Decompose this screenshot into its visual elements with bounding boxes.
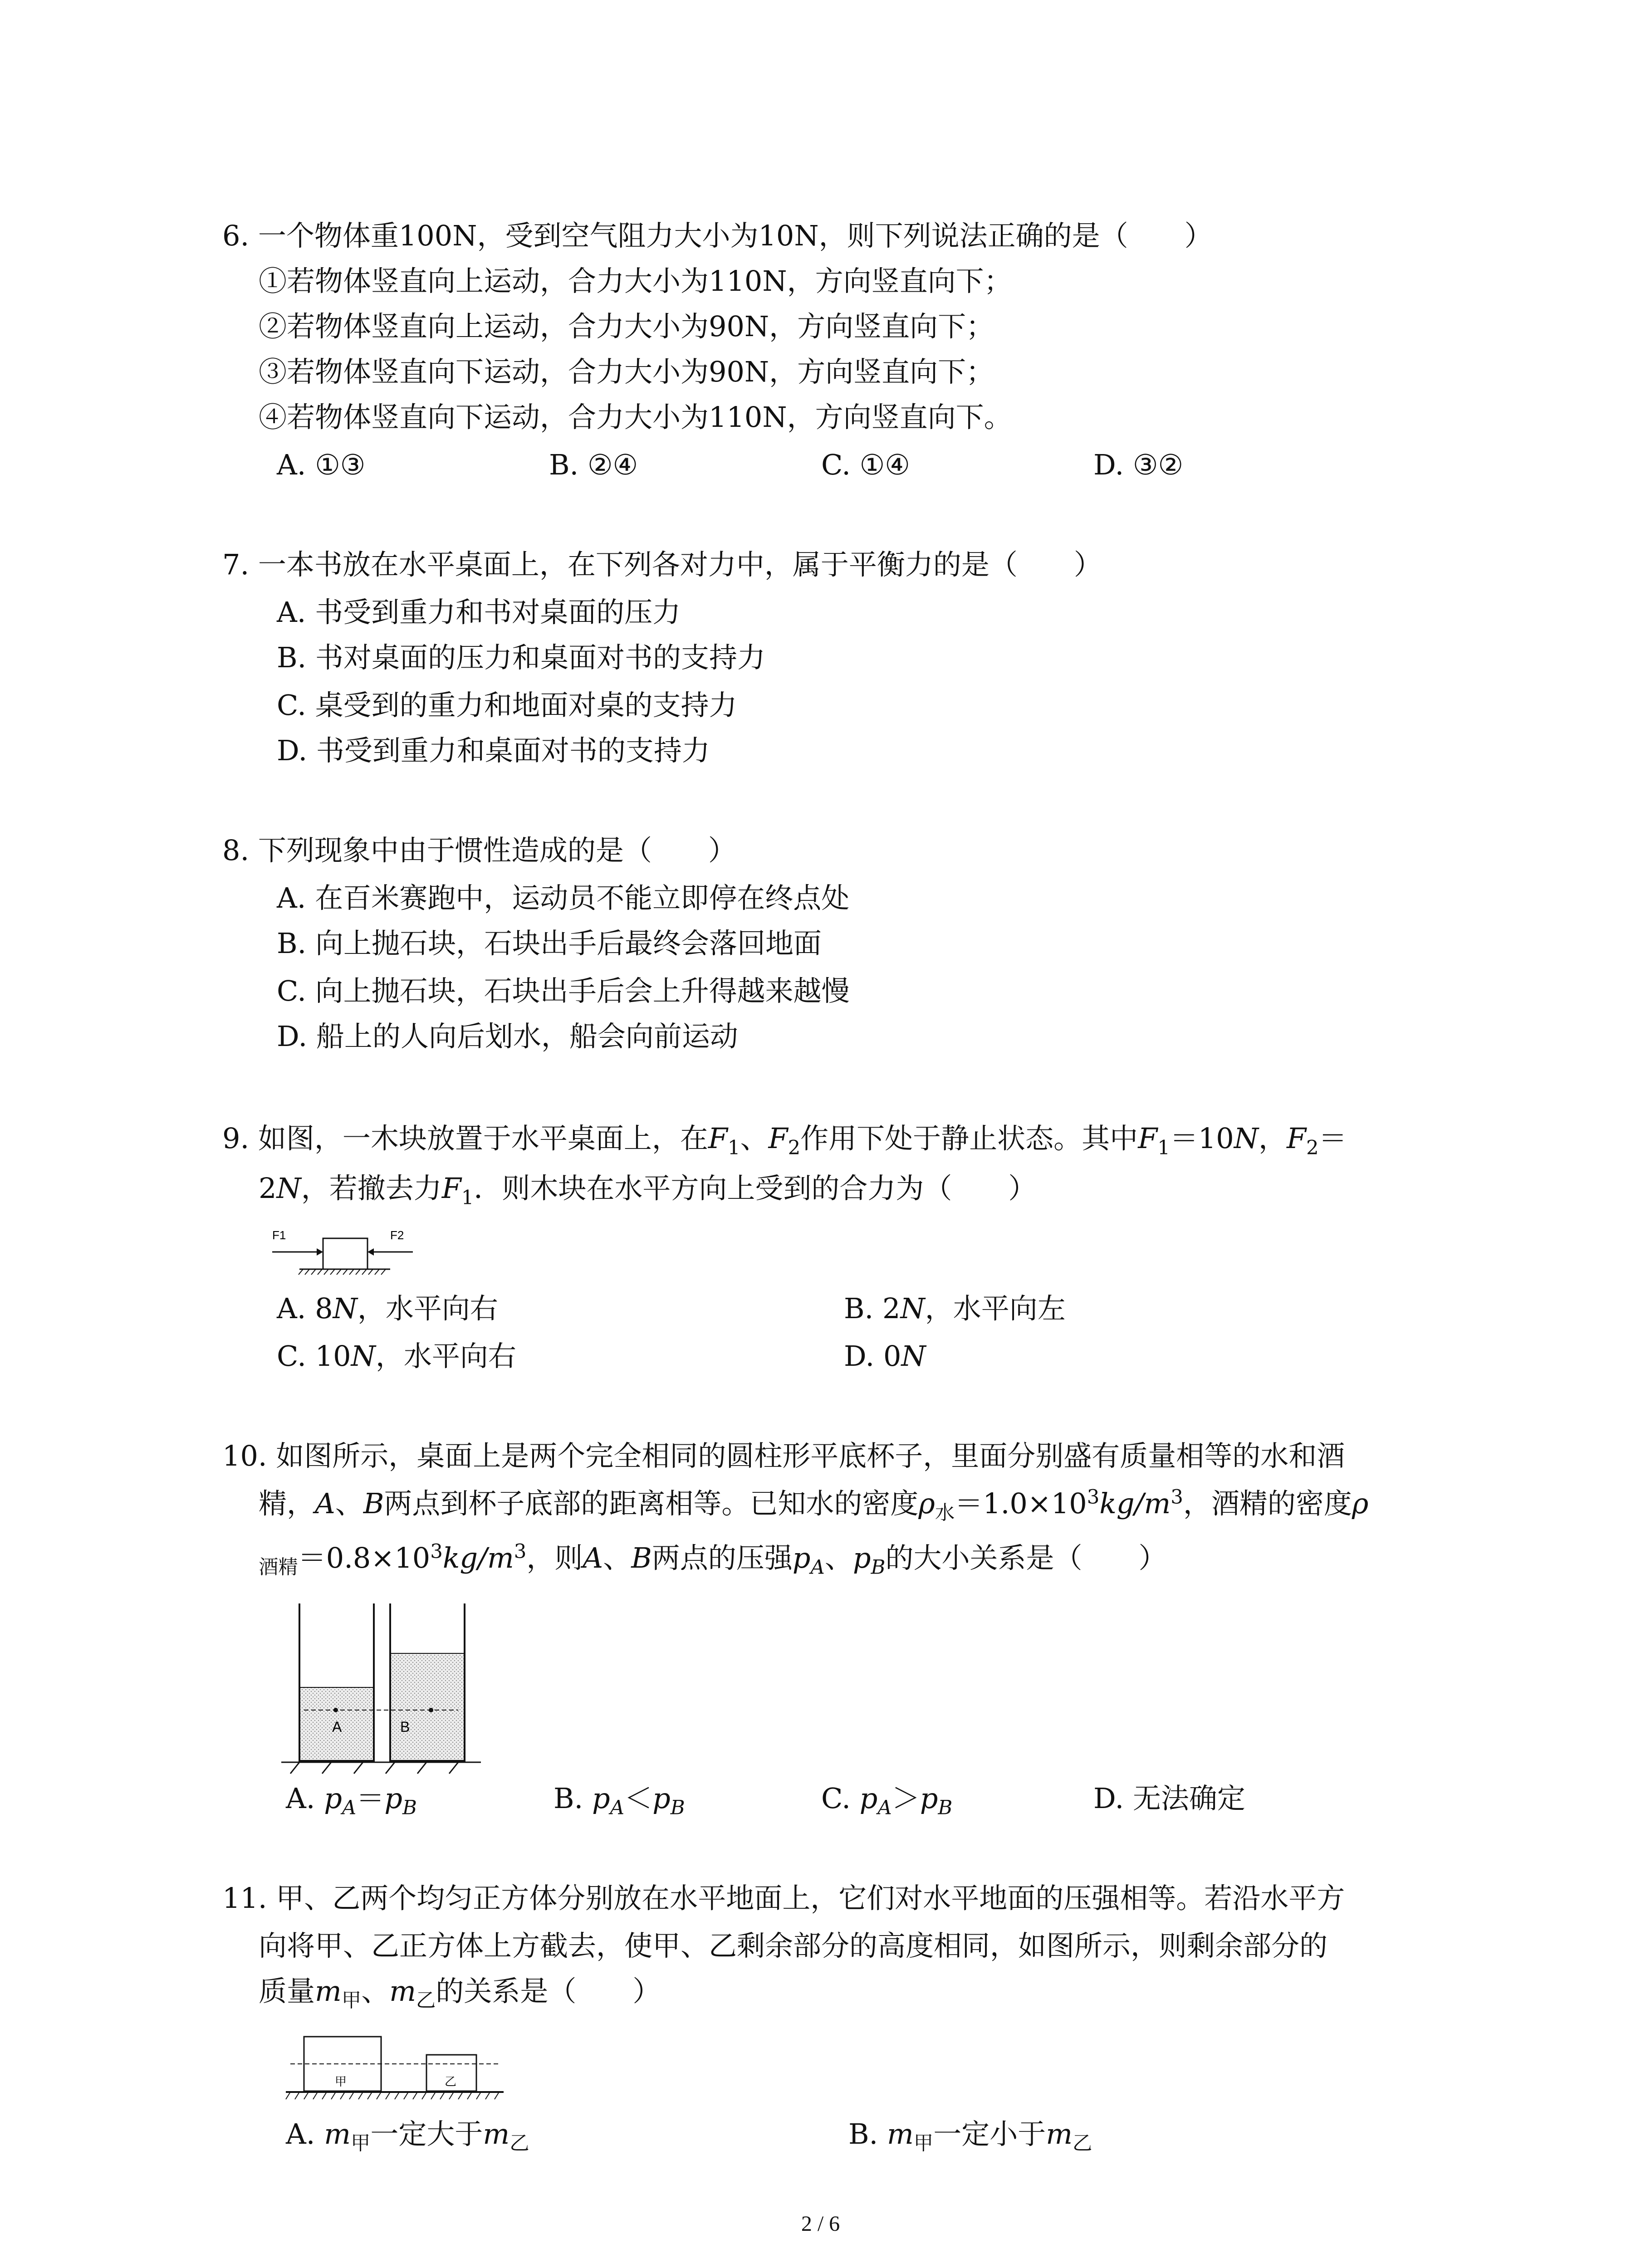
q6-item-1: ①若物体竖直向上运动，合力大小为110N，方向竖直向下；: [259, 264, 1012, 298]
q11-figure: [281, 2023, 508, 2105]
q9-line-1: 9. 如图，一木块放置于水平桌面上，在$F_1$、$F_2$作用下处于静止状态。其中$F_1=10N$，$F_2=$: [222, 1122, 1347, 1159]
q8-option-d: D. 船上的人向后划水，船会向前运动: [277, 1020, 738, 1053]
page-number: 2 / 6: [801, 2212, 840, 2236]
q9-option-d: D. 0N: [844, 1339, 926, 1373]
q6-option-d: D. ③②: [1093, 448, 1184, 481]
q8-stem: 8. 下列现象中由于惯性造成的是（ ）: [222, 834, 736, 867]
q9-option-b: B. 2N，水平向左: [844, 1292, 1066, 1325]
q6-option-a: A. ①③: [277, 448, 366, 481]
q10-point-b: [429, 1708, 433, 1712]
q11-line-1: 11. 甲、乙两个均匀正方体分别放在水平地面上，它们对水平地面的压强相等。若沿水平方: [222, 1882, 1345, 1915]
q11-option-a: A. $m_甲$一定大于$m_乙$: [286, 2117, 529, 2155]
q9-line-2: 2N，若撤去力$F_1$．则木块在水平方向上受到的合力为（ ）: [259, 1172, 1037, 1209]
q8-option-a: A. 在百米赛跑中，运动员不能立即停在终点处: [277, 881, 850, 914]
q6-item-3: ③若物体竖直向下运动，合力大小为90N，方向竖直向下；: [259, 355, 994, 388]
q7-option-a: A. 书受到重力和书对桌面的压力: [277, 596, 681, 629]
q10-point-a: [333, 1708, 338, 1712]
q9-block: [323, 1238, 367, 1269]
q6-option-b: B. ②④: [549, 448, 638, 481]
q10-figure: [281, 1603, 481, 1776]
q7-stem: 7. 一本书放在水平桌面上，在下列各对力中，属于平衡力的是（ ）: [222, 548, 1102, 581]
q7-option-c: C. 桌受到的重力和地面对桌的支持力: [277, 689, 737, 722]
q10-option-d: D. 无法确定: [1093, 1782, 1245, 1815]
q9-fig-f1-label: F1: [272, 1228, 286, 1242]
q7-option-b: B. 书对桌面的压力和桌面对书的支持力: [277, 641, 765, 674]
q6-option-c: C. ①④: [821, 448, 910, 481]
q7-option-d: D. 书受到重力和桌面对书的支持力: [277, 734, 710, 767]
q9-figure: [268, 1225, 417, 1279]
q9-option-a: A. 8N，水平向右: [277, 1292, 498, 1325]
q11-fig-label-jia: 甲: [335, 2075, 347, 2089]
q11-option-b: B. $m_甲$一定小于$m_乙$: [848, 2117, 1092, 2155]
q6-stem: 6. 一个物体重100N，受到空气阻力大小为10N，则下列说法正确的是（ ）: [222, 219, 1213, 252]
q9-fig-f2-label: F2: [390, 1228, 404, 1242]
q10-line-2: 精，A、B两点到杯子底部的距离相等。已知水的密度$\rho_水=1.0\times 10^3kg/m^3$，酒精的密度ρ: [259, 1486, 1369, 1525]
q10-line-1: 10. 如图所示，桌面上是两个完全相同的圆柱形平底杯子，里面分别盛有质量相等的水和酒: [222, 1439, 1345, 1472]
q6-item-2: ②若物体竖直向上运动，合力大小为90N，方向竖直向下；: [259, 310, 994, 343]
q8-option-b: B. 向上抛石块，石块出手后最终会落回地面: [277, 927, 822, 960]
q10-alcohol-liquid: [391, 1653, 464, 1760]
q9-option-c: C. 10N，水平向右: [277, 1339, 516, 1373]
q6-item-4: ④若物体竖直向下运动，合力大小为110N，方向竖直向下。: [259, 401, 1012, 434]
q10-fig-label-a: A: [332, 1719, 342, 1735]
q11-line-3: 质量$m_甲$、$m_乙$的关系是（ ）: [259, 1975, 661, 2012]
q10-option-c: C. $p_A>p_B$: [821, 1782, 953, 1819]
q10-line-3: $_{酒精}=0.8\times 10^3kg/m^3$，则A、B两点的压强$p_A$、$p_B$的大小关系是（ ）: [259, 1540, 1167, 1579]
q8-option-c: C. 向上抛石块，石块出手后会上升得越来越慢: [277, 974, 850, 1007]
q11-line-2: 向将甲、乙正方体上方截去，使甲、乙剩余部分的高度相同，如图所示，则剩余部分的: [259, 1929, 1328, 1962]
q10-option-b: B. $p_A<p_B$: [554, 1782, 685, 1819]
q10-fig-label-b: B: [400, 1719, 410, 1735]
q10-option-a: A. $p_A=p_B$: [286, 1782, 417, 1819]
q11-fig-label-yi: 乙: [445, 2075, 457, 2089]
